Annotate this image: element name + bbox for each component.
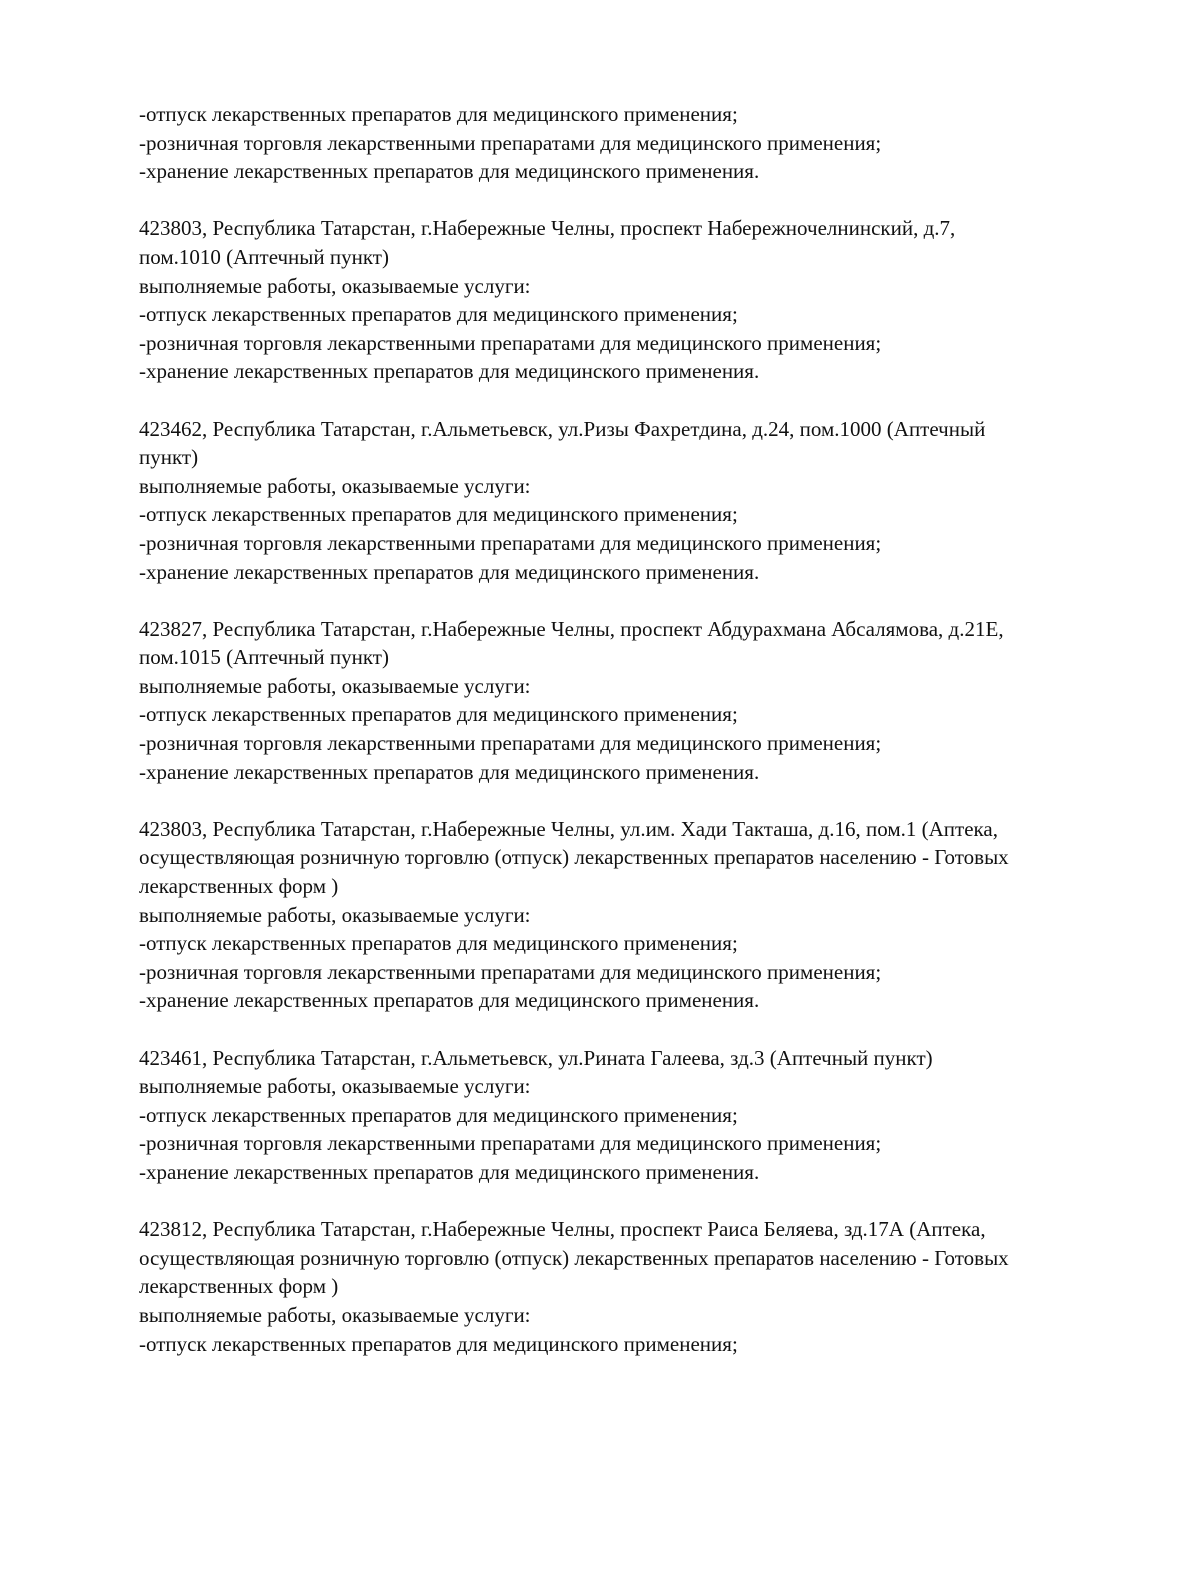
service-item: -отпуск лекарственных препаратов для медицинского применения;	[139, 502, 738, 527]
address-line: 423827, Республика Татарстан, г.Набережные Челны, проспект Абдурахмана Абсалямова, д.21Е,	[139, 616, 1004, 641]
entry-2	[139, 415, 1129, 587]
address-line: 423803, Республика Татарстан, г.Набережные Челны, проспект Набережночелнинский, д.7,	[139, 216, 956, 241]
service-item: -хранение лекарственных препаратов для медицинского применения.	[139, 1159, 760, 1184]
service-item: -хранение лекарственных препаратов для медицинского применения.	[139, 159, 760, 184]
entry-3	[139, 615, 1129, 787]
address-line: пункт)	[139, 445, 199, 470]
service-item: -отпуск лекарственных препаратов для медицинского применения;	[139, 302, 738, 327]
address-line: 423462, Республика Татарстан, г.Альметьевск, ул.Ризы Фахретдина, д.24, пом.1000 (Аптечный	[139, 416, 986, 441]
address-line: пом.1015 (Аптечный пункт)	[139, 645, 389, 670]
service-item: -розничная торговля лекарственными препаратами для медицинского применения;	[139, 530, 882, 555]
service-item: -отпуск лекарственных препаратов для медицинского применения;	[139, 1331, 738, 1356]
address-line: осуществляющая розничную торговлю (отпуск) лекарственных препаратов населению - Готовых	[139, 1245, 1009, 1270]
service-item: -отпуск лекарственных препаратов для медицинского применения;	[139, 102, 738, 126]
service-item: -розничная торговля лекарственными препаратами для медицинского применения;	[139, 130, 882, 155]
address-line: пом.1010 (Аптечный пункт)	[139, 244, 389, 269]
service-item: -хранение лекарственных препаратов для медицинского применения.	[139, 988, 760, 1013]
service-item: -отпуск лекарственных препаратов для медицинского применения;	[139, 1102, 738, 1127]
address-line: 423812, Республика Татарстан, г.Набережные Челны, проспект Раиса Беляева, зд.17А (Аптека,	[139, 1217, 986, 1242]
service-item: -розничная торговля лекарственными препаратами для медицинского применения;	[139, 731, 882, 756]
services-heading: выполняемые работы, оказываемые услуги:	[139, 1302, 531, 1327]
address-line: лекарственных форм )	[139, 1274, 339, 1299]
service-item: -розничная торговля лекарственными препаратами для медицинского применения;	[139, 959, 882, 984]
intro-block	[139, 100, 1129, 186]
service-item: -розничная торговля лекарственными препаратами для медицинского применения;	[139, 330, 882, 355]
document-page	[139, 100, 1129, 1387]
entry-5	[139, 1044, 1129, 1187]
service-item: -хранение лекарственных препаратов для медицинского применения.	[139, 359, 760, 384]
service-item: -отпуск лекарственных препаратов для медицинского применения;	[139, 931, 738, 956]
services-heading: выполняемые работы, оказываемые услуги:	[139, 273, 531, 298]
service-item: -хранение лекарственных препаратов для медицинского применения.	[139, 559, 760, 584]
address-line: лекарственных форм )	[139, 874, 339, 899]
service-item: -отпуск лекарственных препаратов для медицинского применения;	[139, 702, 738, 727]
services-heading: выполняемые работы, оказываемые услуги:	[139, 473, 531, 498]
entry-6	[139, 1215, 1129, 1358]
entry-4	[139, 815, 1129, 1015]
services-heading: выполняемые работы, оказываемые услуги:	[139, 673, 531, 698]
entry-1	[139, 214, 1129, 386]
address-line: 423461, Республика Татарстан, г.Альметьевск, ул.Рината Галеева, зд.3 (Аптечный пункт)	[139, 1045, 933, 1070]
address-line: 423803, Республика Татарстан, г.Набережные Челны, ул.им. Хади Такташа, д.16, пом.1 (Аптека,	[139, 816, 998, 841]
service-item: -хранение лекарственных препаратов для медицинского применения.	[139, 759, 760, 784]
address-line: осуществляющая розничную торговлю (отпуск) лекарственных препаратов населению - Готовых	[139, 845, 1009, 870]
service-item: -розничная торговля лекарственными препаратами для медицинского применения;	[139, 1131, 882, 1156]
services-heading: выполняемые работы, оказываемые услуги:	[139, 902, 531, 927]
services-heading: выполняемые работы, оказываемые услуги:	[139, 1074, 531, 1099]
